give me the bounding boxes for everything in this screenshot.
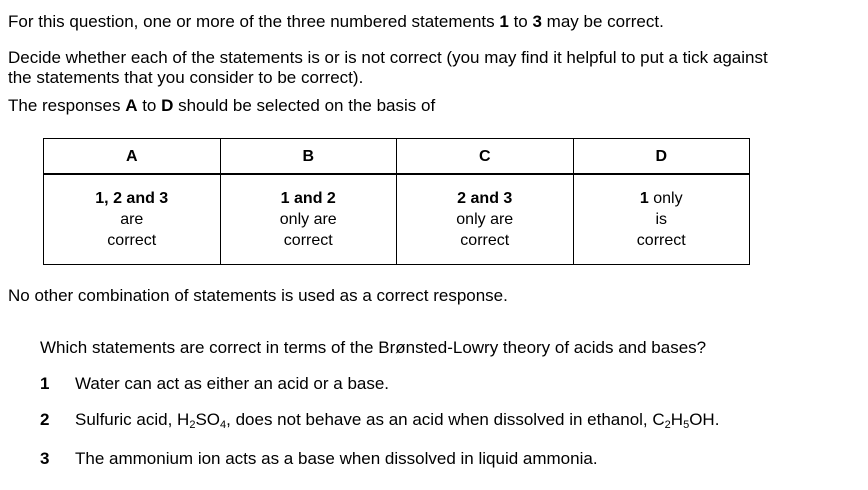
instruction-line-4 [8,96,435,116]
instruction-text: to [508,12,533,31]
response-letter-bold: D [161,96,174,115]
instruction-line-3: the statements that you consider to be correct). [8,68,364,87]
cell-b-line-1: 1 and 2 [280,190,336,207]
statement-number-bold: 1 [499,12,509,31]
statement-number: 3 [40,449,50,468]
statement-text: The ammonium ion acts as a base when dissolved in liquid ammonia. [75,449,598,468]
question-text: Which statements are correct in terms of the Brønsted-Lowry theory of acids and bases? [40,338,707,357]
statement-number-bold: 3 [532,12,542,31]
instruction-text: may be correct. [541,12,664,31]
no-other-combination-note: No other combination of statements is used as a correct response. [8,286,508,305]
instruction-line-2: Decide whether each of the statements is or is not correct (you may find it helpful to put a tick against [8,48,768,67]
cell-a [44,174,221,265]
cell-d [573,174,750,265]
instruction-text: should be selected on the basis of [173,96,436,115]
response-key-table [43,138,750,265]
statement-text: Water can act as either an acid or a base. [75,374,390,393]
cell-c [397,174,574,265]
statement-text: Sulfuric acid, $H_2SO_4$, does not behave as an acid when dissolved in ethanol, $C_2H_5OH$. [75,410,720,431]
cell-c-line-3: correct [460,232,510,249]
header-c: C [397,139,574,175]
cell-b [220,174,397,265]
header-a: A [44,139,221,175]
table-header-row [44,139,750,175]
instruction-text: For this question, one or more of the three numbered statements [8,12,500,31]
instruction-text: to [137,96,162,115]
cell-c-line-2: only are [456,211,514,228]
cell-d-line-2: is [655,211,668,228]
statement-number: 1 [40,374,50,393]
cell-d-line-1: 1 only [639,190,683,207]
cell-b-line-3: correct [283,232,333,249]
cell-b-line-2: only are [279,211,337,228]
cell-c-line-1: 2 and 3 [457,190,513,207]
header-b: B [220,139,397,175]
header-d: D [573,139,750,175]
statement-number: 2 [40,410,50,429]
instruction-line-1 [8,12,664,32]
table-row [44,174,750,265]
cell-a-line-1: 1, 2 and 3 [95,190,169,207]
cell-d-line-3: correct [636,232,686,249]
cell-a-line-2: are [120,211,144,228]
cell-a-line-3: correct [107,232,157,249]
response-letter-bold: A [125,96,138,115]
instruction-text: The responses [8,96,126,115]
